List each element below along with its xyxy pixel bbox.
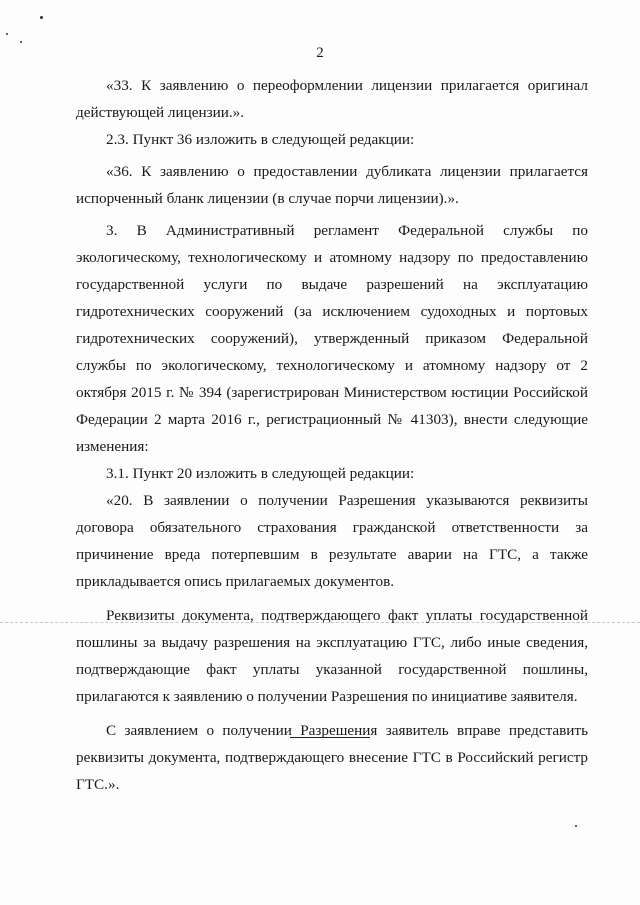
closing-rule [290,737,370,738]
scan-dot [40,16,43,19]
page-number: 2 [316,45,324,61]
paragraph-amendment-3: 3. В Административный регламент Федеральной службы по экологическому, технологическому и атомному надзору по предоставлению государственной услуги по выдаче разрешений на эксплуатацию гидротехнических сооружений (за исключением судоходных и портовых гидротехнических сооружений), утвержденный приказом Федеральной службы по экологическому, технологическому и атомному надзору от 2 октября 2015 г. № 394 (зарегистрирован Министерством юстиции Российской Федерации 2 марта 2016 г., регистрационный № 41303), внести следующие изменения: [76,222,588,455]
paragraph-item-33: «33. К заявлению о переоформлении лицензии прилагается оригинал действующей лицензии.». [76,77,588,121]
paragraph-item-36: «36. К заявлению о предоставлении дубликата лицензии прилагается испорченный бланк лицензии (в случае порчи лицензии).». [76,163,588,207]
paragraph-amendment-3-1: 3.1. Пункт 20 изложить в следующей редакции: [106,465,415,482]
scan-dot [575,825,577,827]
paragraph-fee-details: Реквизиты документа, подтверждающего факт уплаты государственной пошлины за выдачу разрешения на эксплуатацию ГТС, либо иные сведения, подтверждающие факт уплаты указанной государственной пошлины, прилагаются к заявлению о получении Разрешения по инициативе заявителя. [76,607,588,705]
paragraph-amendment-2-3: 2.3. Пункт 36 изложить в следующей редакции: [106,131,415,148]
document-body [76,72,588,805]
paragraph-item-20: «20. В заявлении о получении Разрешения указываются реквизиты договора обязательного страхования гражданской ответственности за причинение вреда потерпевшим в результате аварии на ГТС, а также прикладывается опись прилагаемых документов. [76,492,588,590]
paragraph-register-details: С заявлением о получении Разрешения заявитель вправе представить реквизиты документа, подтверждающего внесение ГТС в Российский регистр ГТС.». [76,722,588,793]
scan-dot [6,33,8,35]
